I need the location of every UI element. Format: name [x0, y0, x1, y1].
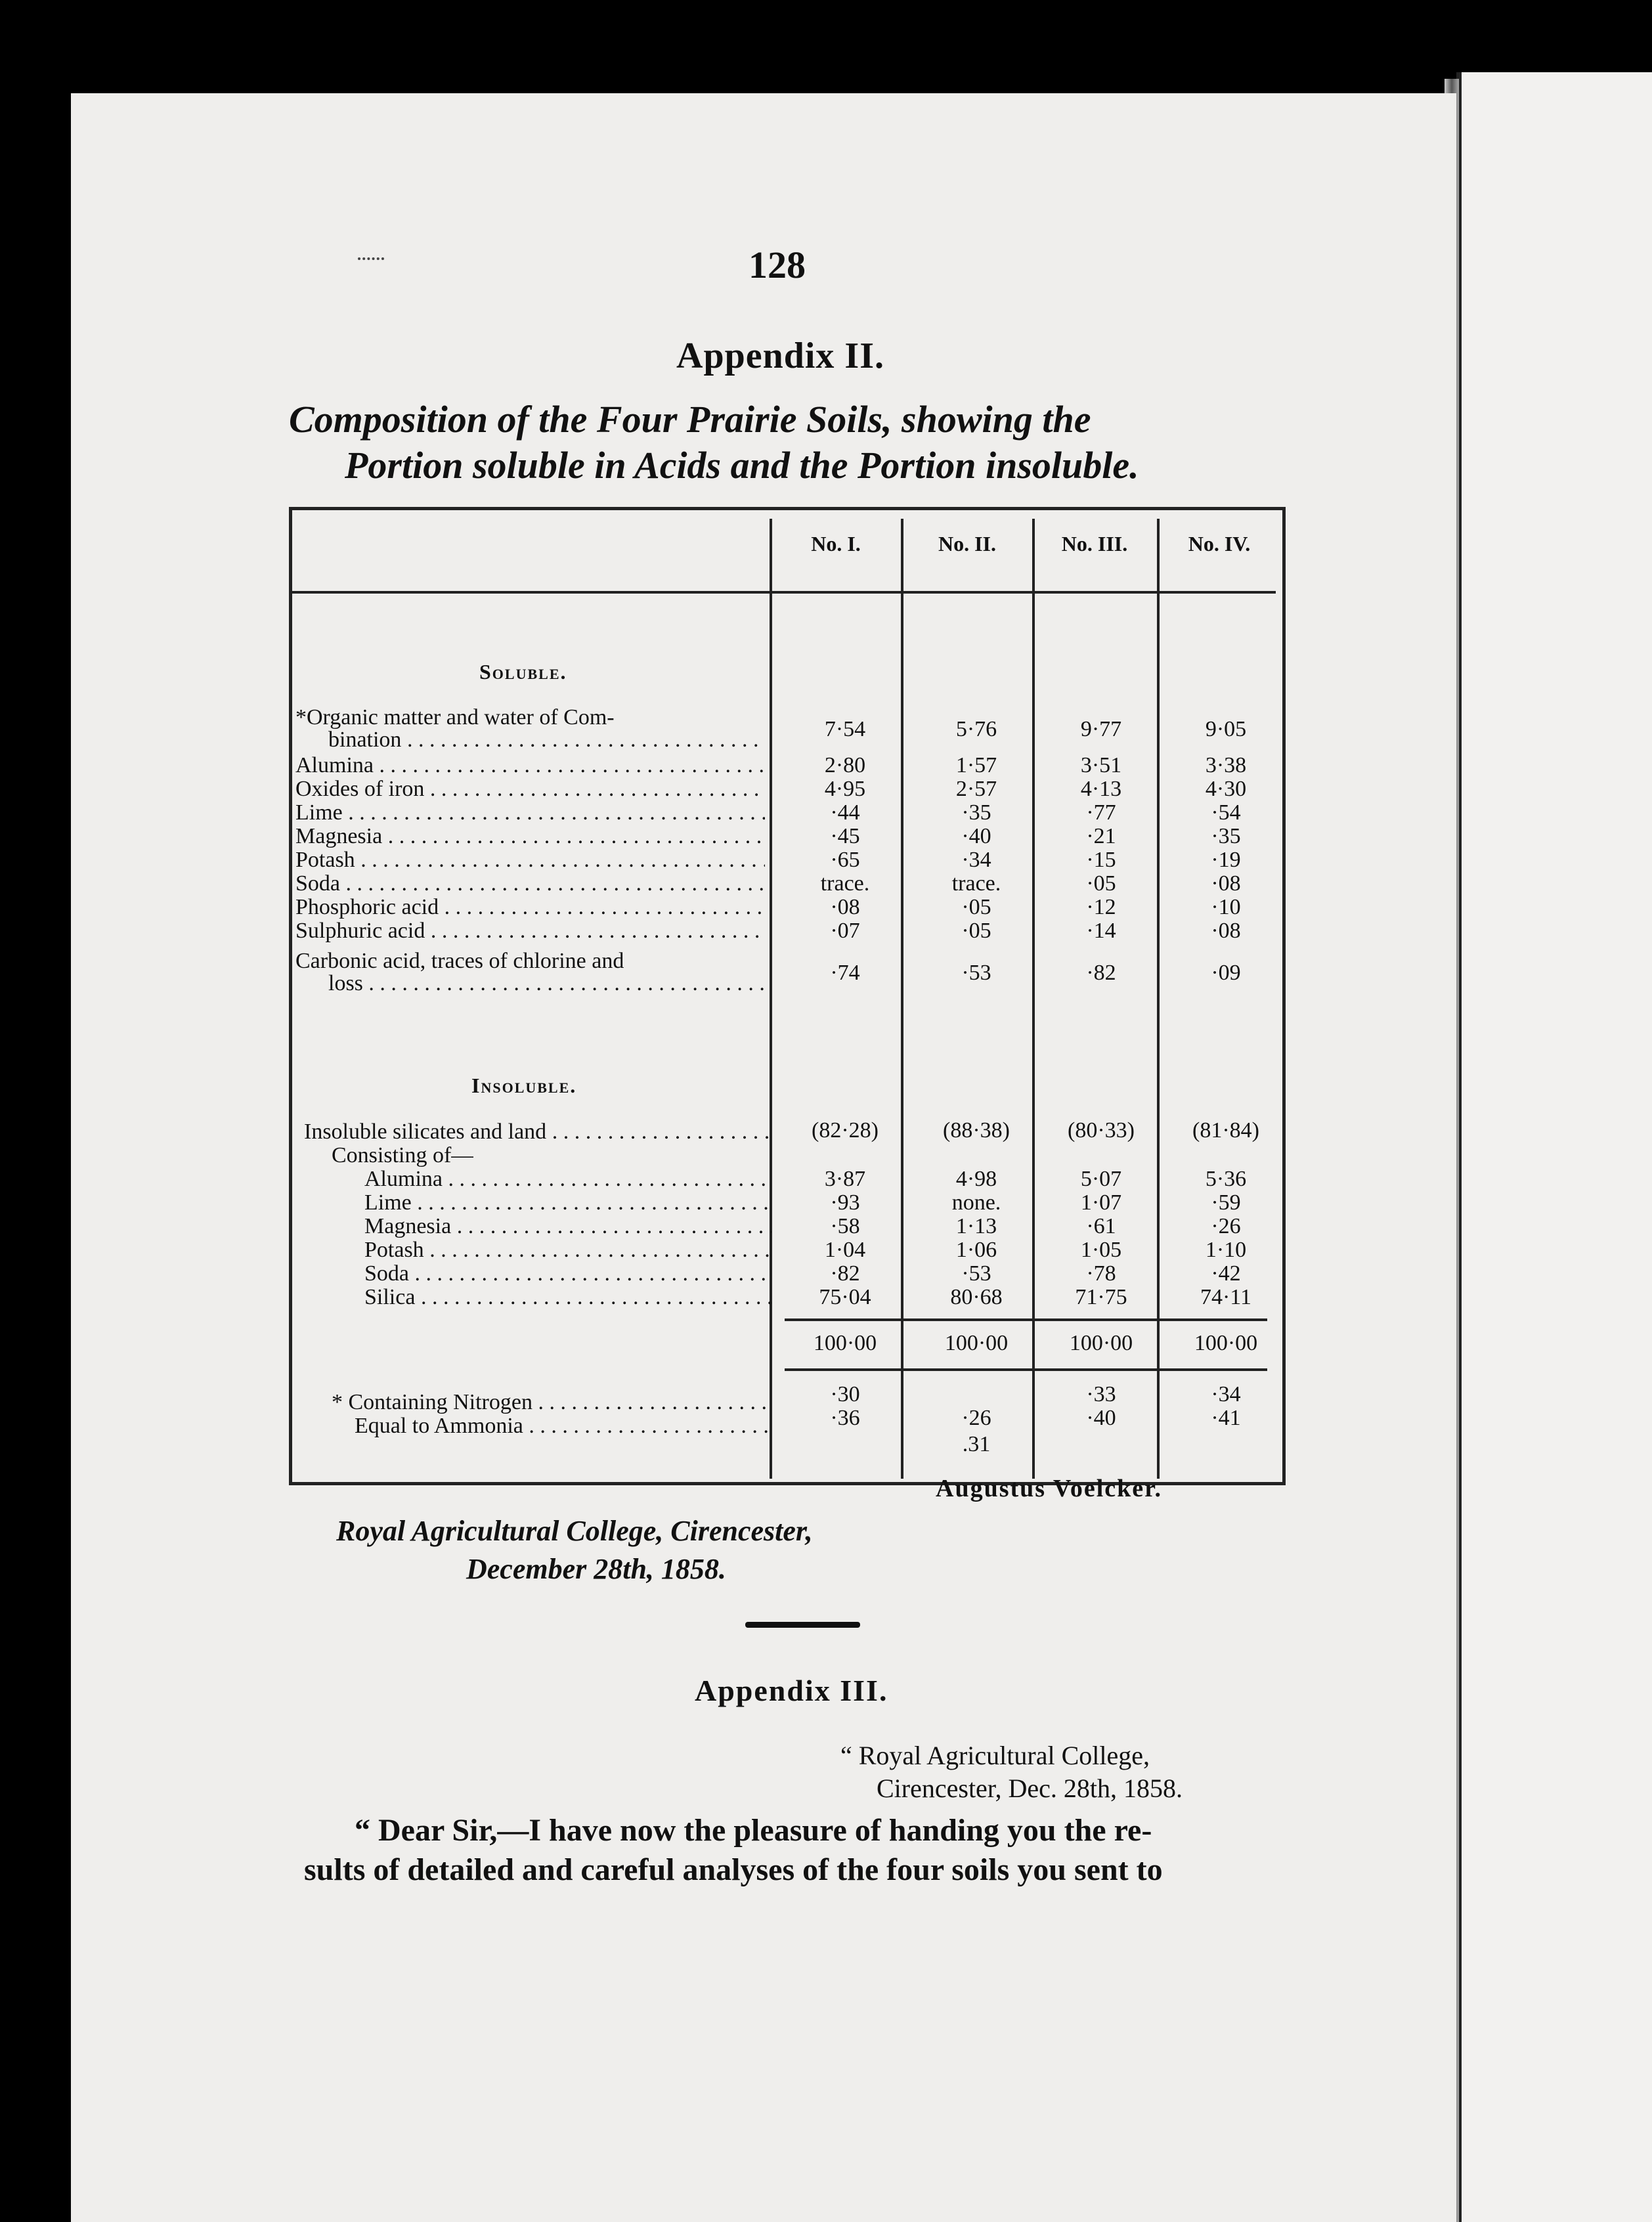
table-cell: 1·05 — [1080, 1238, 1122, 1262]
ammonia-cell: ·36 — [830, 1406, 860, 1430]
table-cell: ·82 — [1086, 961, 1116, 985]
letter-text-line-2: sults of detailed and careful analyses of the four soils you sent to — [304, 1852, 1163, 1887]
table-row-label: Alumina . . . — [364, 1167, 772, 1191]
table-cell: ·61 — [1086, 1214, 1116, 1238]
table-cell: ·08 — [1211, 871, 1241, 896]
table-cell: ·10 — [1211, 895, 1241, 919]
table-cell: 1·06 — [955, 1238, 997, 1262]
table-cell: 4·98 — [955, 1167, 997, 1191]
table-cell: ·34 — [961, 848, 991, 872]
table-row-label: Soda . . . — [364, 1262, 772, 1286]
table-cell: ·26 — [1211, 1214, 1241, 1238]
total-cell: 100·00 — [1069, 1331, 1133, 1355]
nitrogen-cell: ·33 — [1086, 1382, 1116, 1406]
table-cell: ·05 — [961, 895, 991, 919]
total-cell: 100·00 — [1194, 1331, 1258, 1355]
table-cell: 2·57 — [955, 777, 997, 801]
table-cell: ·65 — [830, 848, 860, 872]
table-cell: 1·07 — [1080, 1190, 1122, 1215]
table-cell: ·58 — [830, 1214, 860, 1238]
column-divider — [901, 519, 903, 1479]
totals-rule-top — [785, 1318, 1267, 1321]
table-cell: ·78 — [1086, 1261, 1116, 1286]
table-row-label: Insoluble silicates and land . . . — [304, 1120, 773, 1144]
table-cell: trace. — [820, 871, 870, 896]
table-cell: 75·04 — [819, 1285, 871, 1309]
table-row-label: *Organic matter and water of Com- — [295, 706, 615, 730]
table-cell: 5·76 — [955, 717, 997, 741]
date-line: December 28th, 1858. — [466, 1553, 726, 1585]
table-cell: 71·75 — [1075, 1285, 1127, 1309]
ammonia-extra-cell: .31 — [962, 1432, 991, 1456]
table-cell: ·82 — [830, 1261, 860, 1286]
table-cell: ·08 — [1211, 919, 1241, 943]
table-cell: (88·38) — [943, 1118, 1010, 1143]
letter-address-line-1: “ Royal Agricultural College, — [840, 1741, 1150, 1770]
total-cell: 100·00 — [944, 1331, 1009, 1355]
ammonia-cell: ·40 — [1086, 1406, 1116, 1430]
table-cell: trace. — [951, 871, 1001, 896]
table-cell: 80·68 — [950, 1285, 1003, 1309]
table-cell: ·07 — [830, 919, 860, 943]
table-row-label: Carbonic acid, traces of chlorine and — [295, 949, 624, 973]
table-row-label: Soda . . . — [295, 872, 765, 896]
column-header-no-iv: No. IV. — [1188, 532, 1251, 556]
table-row-label: Lime . . . — [295, 801, 765, 825]
table-cell: 4·95 — [824, 777, 866, 801]
table-cell: 2·80 — [824, 753, 866, 777]
table-cell: 7·54 — [824, 717, 866, 741]
totals-rule-bottom — [785, 1368, 1267, 1371]
table-cell: ·12 — [1086, 895, 1116, 919]
page-number: 128 — [749, 244, 806, 286]
table-cell: 1·10 — [1205, 1238, 1247, 1262]
table-cell: ·35 — [961, 800, 991, 825]
table-row-label: Silica . . . — [364, 1286, 772, 1309]
nitrogen-cell: ·30 — [830, 1382, 860, 1406]
signature: Augustus Voelcker. — [936, 1475, 1163, 1502]
table-cell: 74·11 — [1200, 1285, 1252, 1309]
table-cell: 4·30 — [1205, 777, 1247, 801]
letter-text-line-1: “ Dear Sir,—I have now the pleasure of handing you the re- — [355, 1813, 1152, 1848]
decorative-dash — [358, 257, 384, 260]
nitrogen-cell: ·34 — [1211, 1382, 1241, 1406]
opposite-page-edge — [1456, 72, 1652, 2222]
column-header-no-ii: No. II. — [938, 532, 996, 556]
column-header-no-iii: No. III. — [1061, 532, 1128, 556]
table-cell: (82·28) — [812, 1118, 879, 1143]
table-row-label: Lime . . . — [364, 1191, 772, 1215]
table-cell: ·05 — [1086, 871, 1116, 896]
insoluble-section-header: Insoluble. — [471, 1074, 577, 1097]
nitrogen-label: * Containing Nitrogen . . . — [332, 1391, 772, 1414]
ammonia-cell: ·26 — [961, 1406, 991, 1430]
table-cell: 5·36 — [1205, 1167, 1247, 1191]
ammonia-cell: ·41 — [1211, 1406, 1241, 1430]
appendix-iii-title: Appendix III. — [695, 1674, 888, 1707]
table-cell: 9·77 — [1080, 717, 1122, 741]
consisting-of-label: Consisting of— — [332, 1144, 474, 1167]
table-cell: ·45 — [830, 824, 860, 848]
table-cell: 1·13 — [955, 1214, 997, 1238]
college-line: Royal Agricultural College, Cirencester, — [336, 1515, 813, 1547]
table-row-label: Alumina . . . — [295, 754, 765, 777]
table-cell: ·40 — [961, 824, 991, 848]
table-cell: ·35 — [1211, 824, 1241, 848]
header-rule — [292, 591, 1276, 594]
table-cell: ·54 — [1211, 800, 1241, 825]
table-cell: none. — [951, 1190, 1001, 1215]
table-heading-line-2: Portion soluble in Acids and the Portion insoluble. — [345, 444, 1139, 487]
table-row-label: Sulphuric acid . . . — [295, 919, 765, 943]
table-row-label: Magnesia . . . — [364, 1215, 772, 1238]
table-cell: 3·87 — [824, 1167, 866, 1191]
table-cell: 9·05 — [1205, 717, 1247, 741]
table-cell: ·53 — [961, 1261, 991, 1286]
table-row-label-continued: bination . . . — [328, 728, 765, 752]
column-divider — [770, 519, 772, 1479]
letter-address-line-2: Cirencester, Dec. 28th, 1858. — [877, 1774, 1183, 1803]
table-cell: ·77 — [1086, 800, 1116, 825]
table-cell: 5·07 — [1080, 1167, 1122, 1191]
table-cell: ·21 — [1086, 824, 1116, 848]
column-divider — [1157, 519, 1160, 1479]
table-cell: 4·13 — [1080, 777, 1122, 801]
table-heading-line-1: Composition of the Four Prairie Soils, showing the — [289, 398, 1091, 441]
table-cell: 1·57 — [955, 753, 997, 777]
ammonia-label: Equal to Ammonia . . . — [355, 1414, 772, 1438]
table-cell: 1·04 — [824, 1238, 866, 1262]
table-cell: (81·84) — [1192, 1118, 1259, 1143]
table-row-label: Magnesia . . . — [295, 825, 765, 848]
table-cell: ·42 — [1211, 1261, 1241, 1286]
table-row-label: Potash . . . — [295, 848, 765, 872]
table-cell: ·05 — [961, 919, 991, 943]
total-cell: 100·00 — [813, 1331, 877, 1355]
table-cell: 3·38 — [1205, 753, 1247, 777]
table-row-label: Potash . . . — [364, 1238, 772, 1262]
table-cell: ·59 — [1211, 1190, 1241, 1215]
table-cell: ·53 — [961, 961, 991, 985]
table-cell: ·08 — [830, 895, 860, 919]
table-cell: ·14 — [1086, 919, 1116, 943]
table-cell: 3·51 — [1080, 753, 1122, 777]
appendix-ii-title: Appendix II. — [676, 336, 885, 376]
table-cell: ·93 — [830, 1190, 860, 1215]
table-row-label: Oxides of iron . . . — [295, 777, 765, 801]
table-cell: ·44 — [830, 800, 860, 825]
soluble-section-header: Soluble. — [479, 660, 567, 684]
table-cell: ·09 — [1211, 961, 1241, 985]
column-divider — [1032, 519, 1035, 1479]
section-rule — [745, 1622, 860, 1628]
table-cell: (80·33) — [1068, 1118, 1135, 1143]
column-header-no-i: No. I. — [811, 532, 861, 556]
table-cell: ·19 — [1211, 848, 1241, 872]
table-cell: ·15 — [1086, 848, 1116, 872]
table-row-label-continued: loss . . . — [328, 972, 765, 995]
table-cell: ·74 — [830, 961, 860, 985]
table-row-label: Phosphoric acid . . . — [295, 896, 765, 919]
